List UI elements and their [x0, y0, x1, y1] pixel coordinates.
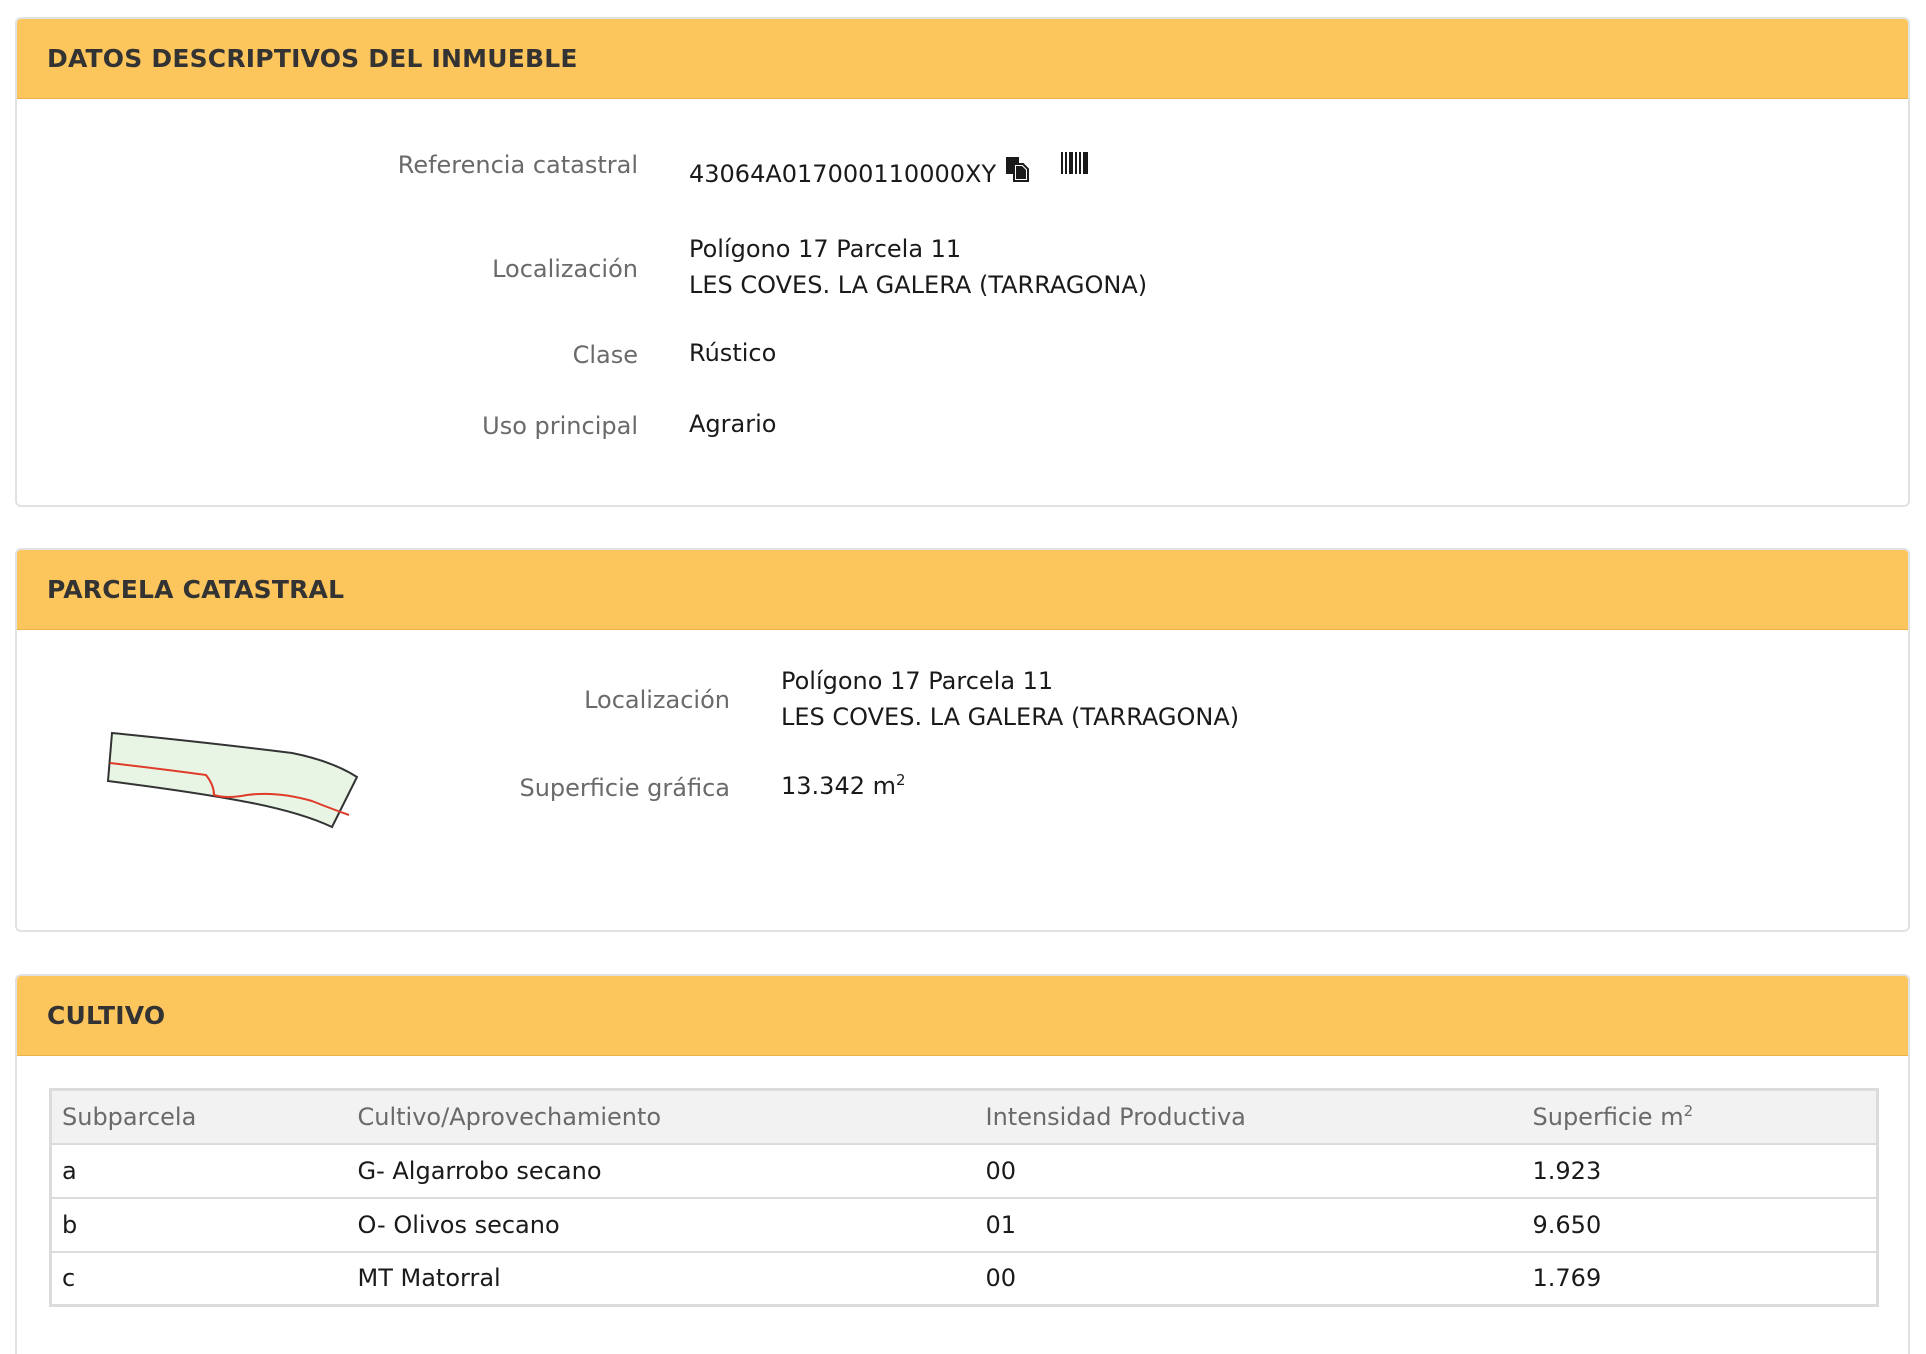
- row-a-crop: G- Algarrobo secano: [348, 1144, 976, 1198]
- row-c-area: 1.769: [1532, 1264, 1602, 1293]
- table-row: [51, 1252, 1878, 1306]
- graphic-area-value: 13.342 $m^2$: [781, 771, 906, 800]
- descriptive-data-panel: [15, 17, 1910, 507]
- location-label: Localización: [492, 255, 638, 283]
- col-area: Superficie $m^2$: [1523, 1090, 1878, 1144]
- copy-icon[interactable]: [1004, 155, 1030, 193]
- parcel-location-line-1: Polígono 17 Parcela 11: [781, 667, 1054, 695]
- crop-table: [49, 1088, 1879, 1307]
- crop-table-header-row: [51, 1090, 1878, 1144]
- row-c-intensity: 00: [985, 1264, 1017, 1293]
- table-row: [51, 1144, 1878, 1198]
- crop-title: CULTIVO: [47, 1001, 166, 1030]
- row-a-subparcel: a: [51, 1144, 348, 1198]
- row-c-crop: MT Matorral: [357, 1264, 501, 1293]
- location-line-1: Polígono 17 Parcela 11: [689, 235, 962, 263]
- row-a-intensity: 00: [976, 1144, 1523, 1198]
- crop-header: [17, 976, 1908, 1056]
- col-crop: Cultivo/Aprovechamiento: [348, 1090, 976, 1144]
- descriptive-data-header: [17, 19, 1908, 99]
- descriptive-data-title: DATOS DESCRIPTIVOS DEL INMUEBLE: [47, 44, 578, 73]
- location-line-2: LES COVES. LA GALERA (TARRAGONA): [689, 271, 1148, 299]
- table-row: [51, 1198, 1878, 1252]
- cadastral-reference-value: 43064A017000110000XY: [689, 160, 997, 188]
- cadastral-parcel-title: PARCELA CATASTRAL: [47, 575, 345, 604]
- cadastral-reference-row: [689, 155, 1090, 193]
- barcode-icon[interactable]: [1060, 149, 1090, 185]
- cadastral-parcel-panel: [15, 548, 1910, 932]
- parcel-map-thumbnail[interactable]: [102, 725, 362, 839]
- row-b-area: 9.650: [1523, 1198, 1878, 1252]
- row-b-intensity: 01: [976, 1198, 1523, 1252]
- row-b-subparcel: b: [51, 1198, 348, 1252]
- cadastral-parcel-header: [17, 550, 1908, 630]
- class-label: Clase: [572, 341, 638, 369]
- parcel-location-line-2: LES COVES. LA GALERA (TARRAGONA): [781, 703, 1240, 731]
- graphic-area-label: Superficie gráfica: [519, 774, 730, 802]
- main-use-value: Agrario: [689, 410, 777, 438]
- col-intensity: Intensidad Productiva: [976, 1090, 1523, 1144]
- row-a-area: 1.923: [1523, 1144, 1878, 1198]
- col-subparcel: Subparcela: [51, 1090, 348, 1144]
- location-value: [689, 231, 1147, 303]
- crop-panel: [15, 974, 1910, 1354]
- parcel-location-label: Localización: [584, 686, 730, 714]
- row-c-subparcel: c: [62, 1264, 76, 1293]
- parcel-location-value: [781, 663, 1239, 735]
- cadastral-reference-label: Referencia catastral: [397, 151, 638, 179]
- row-b-crop: O- Olivos secano: [348, 1198, 976, 1252]
- main-use-label: Uso principal: [482, 412, 638, 440]
- class-value: Rústico: [689, 339, 777, 367]
